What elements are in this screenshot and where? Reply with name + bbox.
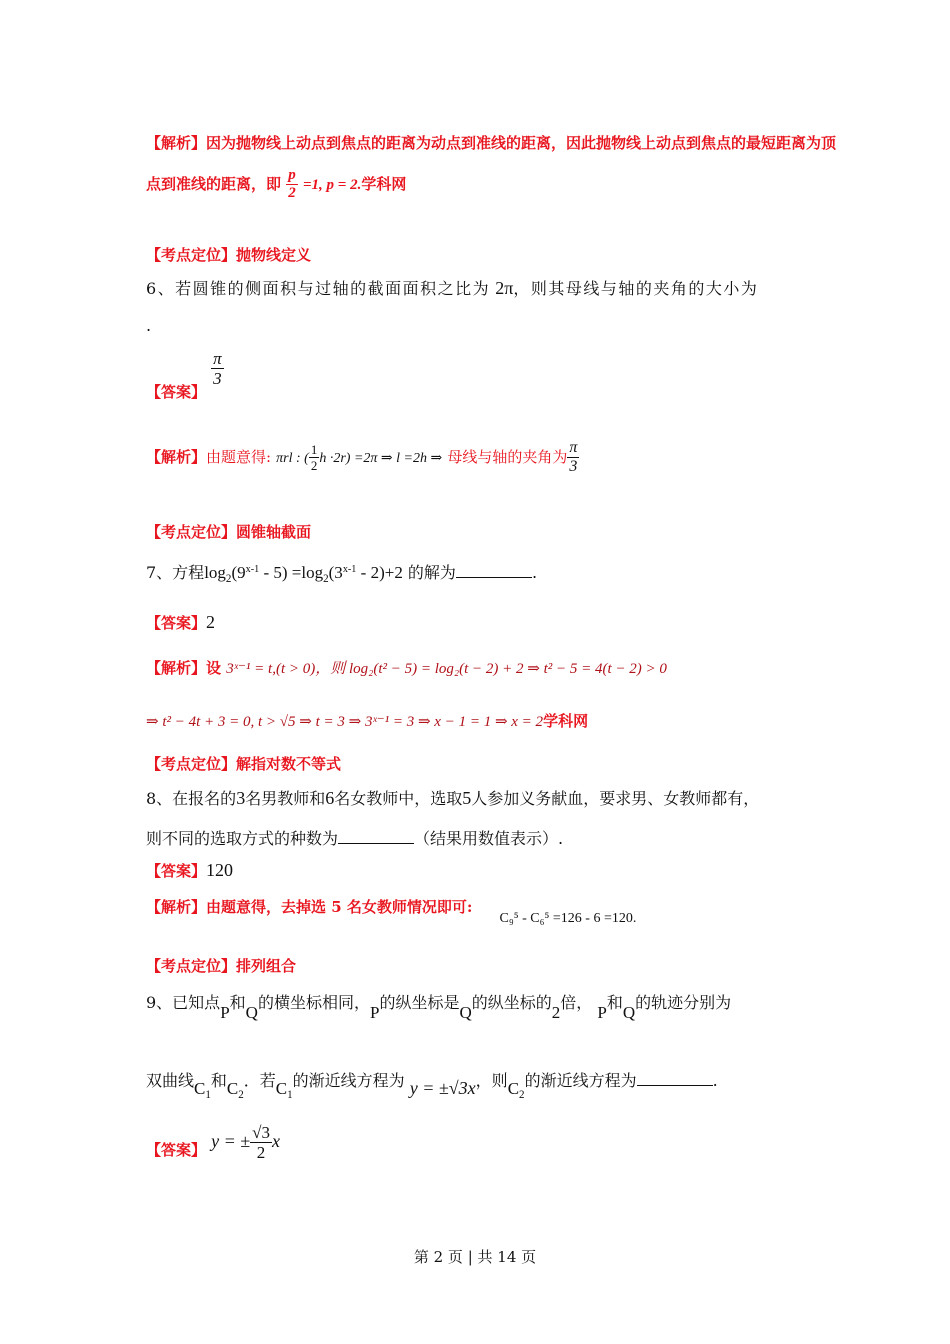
answer-tag: 【答案】 <box>146 614 207 632</box>
equation <box>204 563 403 585</box>
frac-num: 1 <box>310 442 318 457</box>
q9-question-line1 <box>146 990 732 1022</box>
q6-question <box>146 276 758 299</box>
q5-point <box>146 244 311 265</box>
analysis-tag: 【解析】 <box>146 898 207 916</box>
question-text: 7、方程 <box>146 563 205 582</box>
eq-sup: x-1 <box>342 563 357 575</box>
frac-den: 2 <box>310 458 318 473</box>
question-text: 则不同的选取方式的种数为 <box>146 829 339 848</box>
eq-part: (3 <box>328 563 343 582</box>
q7-answer <box>146 612 215 633</box>
q9-question-line2 <box>146 1068 718 1101</box>
curve-C2 <box>226 1079 244 1101</box>
q7-analysis-line1 <box>146 657 667 678</box>
question-text: （结果用数值表示）. <box>414 829 564 848</box>
analysis-math: πrl : ( <box>276 451 309 466</box>
frac-den: 3 <box>569 458 578 475</box>
frac-den: 3 <box>213 369 222 388</box>
curve-sub: 2 <box>519 1088 525 1101</box>
point-P: P <box>597 1003 607 1022</box>
half-fraction <box>309 443 320 472</box>
angle-fraction <box>567 440 579 475</box>
q7-analysis-line2 <box>146 710 588 731</box>
curve-sub: 1 <box>287 1088 293 1101</box>
question-text: ．若 <box>243 1071 276 1090</box>
analysis-text: 母线与轴的夹角为 <box>447 448 568 466</box>
question-text: 6、若圆锥的侧面积与过轴的截面面积之比为 <box>146 279 491 298</box>
analysis-text: 点到准线的距离，即 <box>146 175 282 193</box>
eq-part: (9 <box>231 563 246 582</box>
question-text: 的纵坐标的 <box>471 993 552 1012</box>
question-text: 倍， <box>560 993 593 1012</box>
question-text: 和 <box>606 993 623 1012</box>
point-tag: 【考点定位】 <box>146 755 237 773</box>
curve-sub: 2 <box>238 1088 244 1101</box>
question-text: 的纵坐标是 <box>379 993 460 1012</box>
analysis-math: h ·2r) =2π ⇒ l =2h ⇒ <box>319 451 443 466</box>
q5-analysis-line2 <box>146 168 406 201</box>
eq-part: log <box>204 563 226 582</box>
frac-num: √3 <box>252 1123 270 1142</box>
answer-blank <box>456 576 532 578</box>
question-text: 8、在报名的 <box>146 789 237 808</box>
fraction-p-over-2 <box>286 168 298 201</box>
question-text: 的横坐标相同， <box>257 993 370 1012</box>
question-text: 的解为 <box>407 563 456 582</box>
point-tag: 【考点定位】 <box>146 246 237 264</box>
point-tag: 【考点定位】 <box>146 523 237 541</box>
analysis-text: 由题意得，去掉选 5 名女教师情况即可: <box>206 898 473 916</box>
number: 6 <box>325 788 335 808</box>
question-text: ，则其母线与轴的夹角的大小为 <box>513 279 759 298</box>
frac-num: π <box>569 439 578 456</box>
point-text: 排列组合 <box>236 957 297 975</box>
point-text: 圆锥轴截面 <box>236 523 312 541</box>
question-text: 人参加义务献血，要求男、女教师都有， <box>471 789 760 808</box>
q7-point <box>146 753 341 774</box>
q6-point <box>146 521 311 542</box>
question-text: 的渐近线方程为 <box>292 1071 405 1090</box>
curve-sub: 1 <box>205 1088 211 1101</box>
curve-C1 <box>194 1079 211 1101</box>
page-footer: 第 2 页 | 共 14 页 <box>413 1248 537 1266</box>
question-text: . <box>712 1071 718 1090</box>
frac-num: π <box>213 349 222 368</box>
question-text: . <box>531 563 538 582</box>
curve-C2 <box>507 1079 525 1101</box>
point-Q: Q <box>459 1003 472 1022</box>
answer-blank <box>338 842 414 844</box>
frac-den: 2 <box>288 185 296 201</box>
q8-question <box>146 786 759 809</box>
answer-tag: 【答案】 <box>146 1141 207 1159</box>
question-text: 名男教师和 <box>245 789 326 808</box>
answer-fraction <box>211 350 224 387</box>
q8-point <box>146 955 296 976</box>
answer-fraction <box>250 1124 272 1161</box>
q6-question-line2: . <box>146 316 152 335</box>
q8-question-line2 <box>146 826 563 849</box>
answer-value: 120 <box>206 860 234 880</box>
point-text: 解指对数不等式 <box>236 755 342 773</box>
point-Q: Q <box>245 1003 258 1022</box>
question-text: ，则 <box>475 1071 508 1090</box>
curve-letter: C <box>507 1079 520 1098</box>
analysis-text: 因为抛物线上动点到焦点的距离为动点到准线的距离，因此抛物线上动点到焦点的最短距离为顶 <box>206 134 837 152</box>
frac-den: 2 <box>256 1143 266 1162</box>
analysis-tag: 【解析】 <box>146 448 207 466</box>
q7-question <box>146 560 537 585</box>
point-text: 抛物线定义 <box>236 246 312 264</box>
analysis-text: 设 <box>206 659 222 677</box>
point-P: P <box>369 1003 380 1022</box>
point-P: P <box>220 1003 230 1022</box>
q9-answer <box>146 1124 280 1161</box>
question-text: 的轨迹分别为 <box>635 993 732 1012</box>
eq-part: - 5) =log <box>259 563 324 582</box>
q5-analysis-line1 <box>146 132 836 153</box>
curve-letter: C <box>194 1079 206 1098</box>
question-text: 名女教师中，选取 <box>334 789 463 808</box>
analysis-math: ⇒ t² − 4t + 3 = 0, t > √5 ⇒ t = 3 ⇒ 3ˣ⁻¹ = 3 ⇒ x − 1 = 1 ⇒ x = 2 <box>146 714 544 730</box>
asymptote-equation: y = ±√3x <box>409 1078 476 1098</box>
question-text: 双曲线 <box>146 1071 195 1090</box>
q8-answer <box>146 860 233 881</box>
q8-analysis <box>146 896 637 926</box>
answer-blank <box>637 1084 713 1086</box>
curve-letter: C <box>275 1079 288 1098</box>
eq-sup: x-1 <box>245 563 260 575</box>
curve-C1 <box>275 1079 293 1101</box>
answer-math: y = ± <box>211 1131 251 1151</box>
answer-math: x <box>271 1131 280 1151</box>
question-text: 和 <box>229 993 246 1012</box>
answer-tag: 【答案】 <box>146 383 207 401</box>
analysis-math: C₉⁵ - C₆⁵ =126 - 6 =120. <box>499 911 637 926</box>
q6-answer <box>146 349 224 401</box>
frac-num: p <box>288 167 296 183</box>
analysis-math: 3ˣ⁻¹ = t,(t > 0)，则 log₂(t² − 5) = log₂(t − 2) + 2 ⇒ t² − 5 = 4(t − 2) > 0 <box>226 661 667 677</box>
number: 3 <box>236 788 246 808</box>
question-text: 9、已知点 <box>146 993 221 1012</box>
eq-sub: 2 <box>323 572 329 585</box>
question-text: 和 <box>210 1071 227 1090</box>
answer-tag: 【答案】 <box>146 862 207 880</box>
point-tag: 【考点定位】 <box>146 957 237 975</box>
question-text: 的渐近线方程为 <box>524 1071 637 1090</box>
watermark-text: 学科网 <box>543 712 589 730</box>
q6-analysis <box>146 440 579 475</box>
point-Q: Q <box>622 1003 636 1022</box>
watermark-text: 学科网 <box>361 175 407 193</box>
number: 5 <box>462 788 472 808</box>
number: 2 <box>551 1003 561 1022</box>
eq-sub: 2 <box>225 572 232 585</box>
ratio-value: 2π <box>495 278 514 298</box>
answer-value: 2 <box>206 612 216 632</box>
eq-part: - 2)+2 <box>356 563 403 582</box>
analysis-tag: 【解析】 <box>146 659 207 677</box>
analysis-text: 由题意得: <box>206 448 272 466</box>
curve-letter: C <box>226 1079 239 1098</box>
analysis-math: =1, p = 2. <box>302 177 362 193</box>
analysis-tag: 【解析】 <box>146 134 207 152</box>
